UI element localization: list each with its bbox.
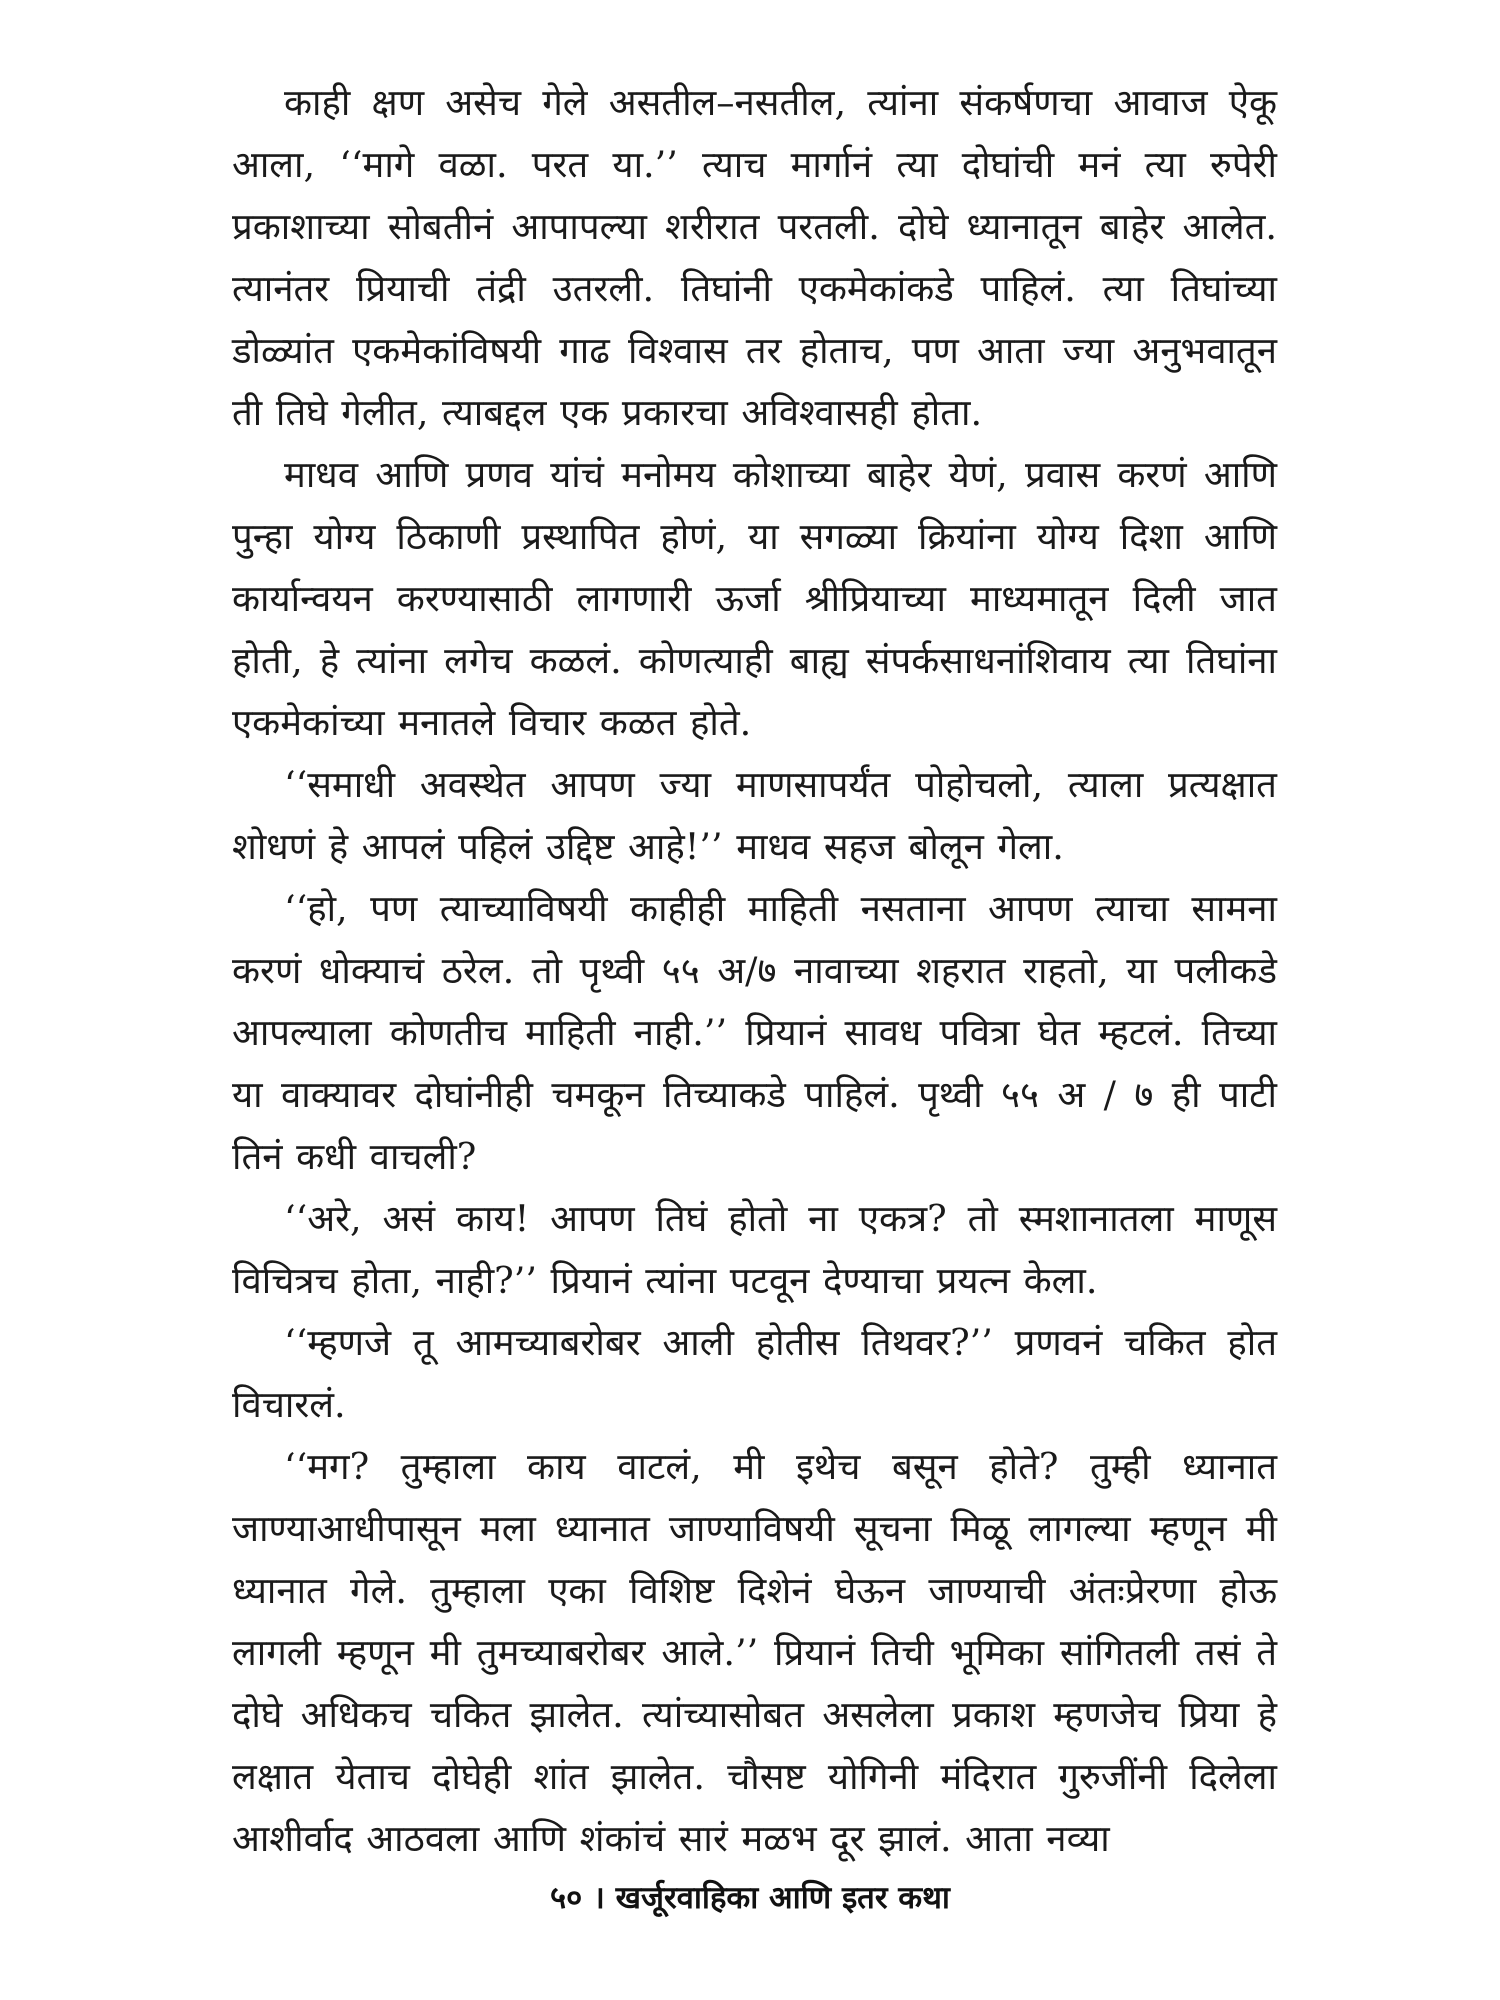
paragraph-7: ‘‘मग? तुम्हाला काय वाटलं, मी इथेच बसून होते? तुम्ही ध्यानात जाण्याआधीपासून मला ध्यानात जाण्याविषयी सूचना मिळू लागल्या म्हणून मी ध्यानात गेले. तुम्हाला एका विशिष्ट दिशेनं घेऊन जाण्याची अंतःप्रेरणा होऊ लागली म्हणून मी तुमच्याबरोबर आले.’’ प्रियानं तिची भूमिका सांगितली तसं ते दोघे अधिकच चकित झालेत. त्यांच्यासोबत असलेला प्रकाश म्हणजेच प्रिया हे लक्षात येताच दोघेही शांत झालेत. चौसष्ट योगिनी मंदिरात गुरुजींनी दिलेला आशीर्वाद आठवला आणि शंकांचं सारं मळभ दूर झालं. आता नव्या (232, 1445, 1277, 1860)
book-title: खर्जूरवाहिका आणि इतर कथा (615, 1880, 950, 1916)
paragraph-1: काही क्षण असेच गेले असतील–नसतील, त्यांना संकर्षणचा आवाज ऐकू आला, ‘‘मागे वळा. परत या.’’ त्याच मार्गानं त्या दोघांची मनं त्या रुपेरी प्रकाशाच्या सोबतीनं आपापल्या शरीरात परतली. दोघे ध्यानातून बाहेर आलेत. त्यानंतर प्रियाची तंद्री उतरली. तिघांनी एकमेकांकडे पाहिलं. त्या तिघांच्या डोळ्यांत एकमेकांविषयी गाढ विश्वास तर होताच, पण आता ज्या अनुभवातून ती तिघे गेलीत, त्याबद्दल एक प्रकारचा अविश्वासही होता. (232, 81, 1277, 434)
paragraph-3: ‘‘समाधी अवस्थेत आपण ज्या माणसापर्यंत पोहोचलो, त्याला प्रत्यक्षात शोधणं हे आपलं पहिलं उद्दिष्ट आहे!’’ माधव सहज बोलून गेला. (232, 763, 1277, 868)
page-number: ५० (550, 1880, 583, 1916)
page-footer (0, 1876, 1500, 1920)
paragraph-6: ‘‘म्हणजे तू आमच्याबरोबर आली होतीस तिथवर?’’ प्रणवनं चकित होत विचारलं. (232, 1321, 1277, 1426)
paragraph-2: माधव आणि प्रणव यांचं मनोमय कोशाच्या बाहेर येणं, प्रवास करणं आणि पुन्हा योग्य ठिकाणी प्रस्थापित होणं, या सगळ्या क्रियांना योग्य दिशा आणि कार्यान्वयन करण्यासाठी लागणारी ऊर्जा श्रीप्रियाच्या माध्यमातून दिली जात होती, हे त्यांना लगेच कळलं. कोणत्याही बाह्य संपर्कसाधनांशिवाय त्या तिघांना एकमेकांच्या मनातले विचार कळत होते. (232, 453, 1277, 744)
footer-separator: । (593, 1880, 605, 1916)
paragraph-4: ‘‘हो, पण त्याच्याविषयी काहीही माहिती नसताना आपण त्याचा सामना करणं धोक्याचं ठरेल. तो पृथ्वी ५५ अ/७ नावाच्या शहरात राहतो, या पलीकडे आपल्याला कोणतीच माहिती नाही.’’ प्रियानं सावध पवित्रा घेत म्हटलं. तिच्या या वाक्यावर दोघांनीही चमकून तिच्याकडे पाहिलं. पृथ्वी ५५ अ / ७ ही पाटी तिनं कधी वाचली? (232, 887, 1277, 1178)
paragraph-5: ‘‘अरे, असं काय! आपण तिघं होतो ना एकत्र? तो स्मशानातला माणूस विचित्रच होता, नाही?’’ प्रियानं त्यांना पटवून देण्याचा प्रयत्न केला. (232, 1197, 1277, 1302)
book-page (232, 72, 1277, 1972)
